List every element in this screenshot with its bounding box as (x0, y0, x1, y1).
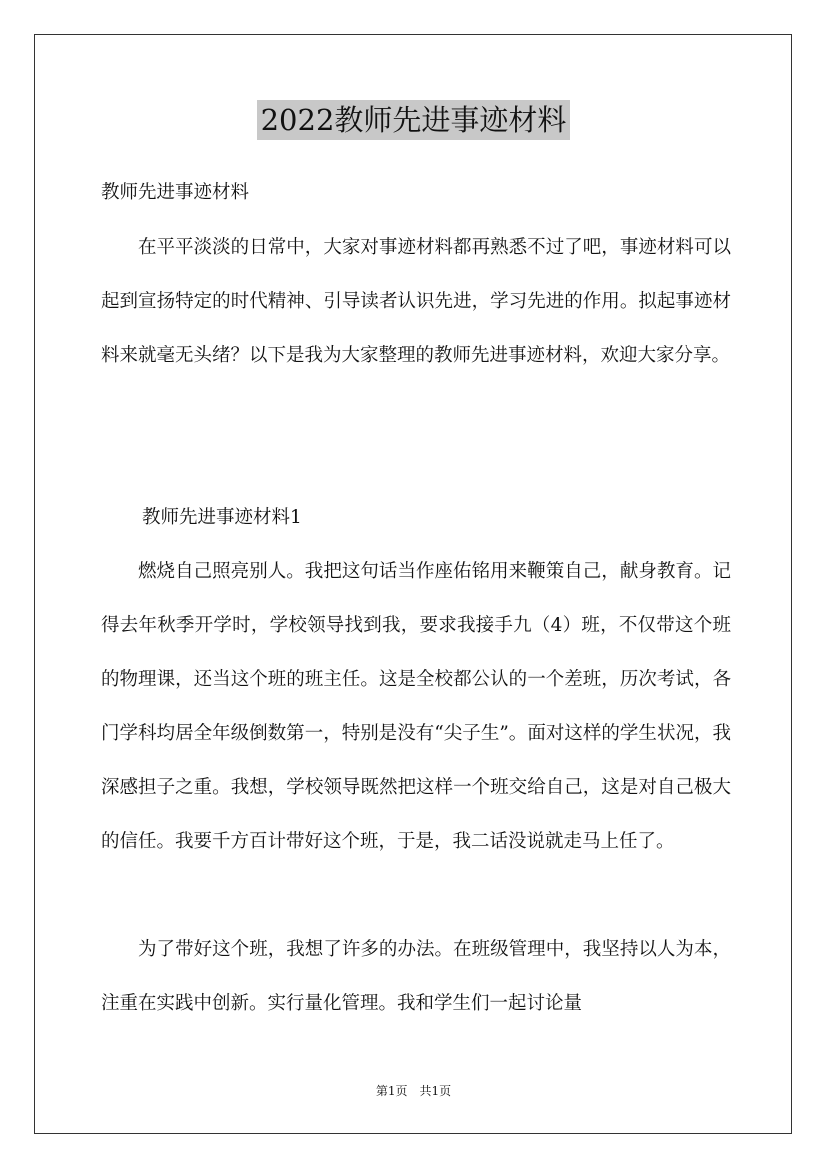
body-paragraph-2: 为了带好这个班，我想了许多的办法。在班级管理中，我坚持以人为本，注重在实践中创新。实行量化管理。我和学生们一起讨论量 (101, 939, 731, 1014)
body-paragraph-1: 燃烧自己照亮别人。我把这句话当作座佑铭用来鞭策自己，献身教育。记得去年秋季开学时，学校领导找到我，要求我接手九（4）班，不仅带这个班的物理课，还当这个班的班主任。这是全校都公认的一个差班，历次考试，各门学科均居全年级倒数第一，特别是没有“尖子生”。面对这样的学生状况，我深感担子之重。我想，学校领导既然把这样一个班交给自己，这是对自己极大的信任。我要千方百计带好这个班，于是，我二话没说就走马上任了。 (101, 561, 731, 852)
page-footer: 第1页 共1页 (375, 1084, 452, 1098)
title-container (0, 100, 827, 140)
section-heading: 教师先进事迹材料1 (142, 507, 302, 528)
intro-paragraph: 在平平淡淡的日常中，大家对事迹材料都再熟悉不过了吧，事迹材料可以起到宣扬特定的时代精神、引导读者认识先进，学习先进的作用。拟起事迹材料来就毫无头绪？以下是我为大家整理的教师先进事迹材料，欢迎大家分享。 (101, 237, 731, 366)
document-title: 2022教师先进事迹材料 (257, 100, 571, 140)
document-subtitle: 教师先进事迹材料 (101, 182, 250, 203)
